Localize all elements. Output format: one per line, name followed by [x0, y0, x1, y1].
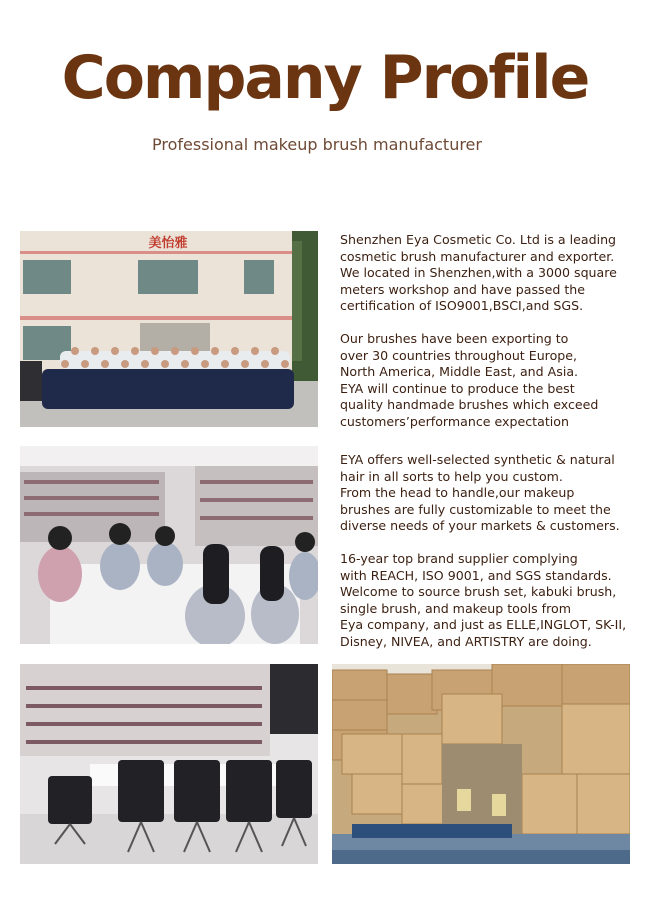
text-line: EYA will continue to produce the best	[340, 380, 575, 396]
showroom-photo	[20, 664, 318, 864]
text-line: Shenzhen Eya Cosmetic Co. Ltd is a leading	[340, 232, 617, 247]
text-line: customers’performance expectation	[340, 413, 569, 429]
factory-sign: 美怡雅	[148, 236, 188, 251]
text-line: diverse needs of your markets & customers.	[340, 518, 620, 534]
workshop-photo	[20, 446, 318, 644]
text-line: quality handmade brushes which exceed	[340, 397, 599, 413]
text-line: North America, Middle East, and Asia.	[340, 364, 579, 380]
text-line: Welcome to source brush set, kabuki brush,	[340, 584, 617, 600]
text-line: We located in Shenzhen,with a 3000 square	[340, 265, 617, 281]
factory-team-photo	[20, 231, 318, 427]
page-title: Company Profile	[61, 43, 589, 113]
text-line: over 30 countries throughout Europe,	[340, 347, 578, 363]
text-line: From the head to handle,our makeup	[340, 485, 575, 501]
text-line: Our brushes have been exporting to	[340, 331, 569, 346]
text-line: EYA offers well-selected synthetic & natural	[340, 452, 615, 467]
text-line: hair in all sorts to help you custom.	[340, 468, 563, 484]
intro-paragraph	[340, 232, 640, 315]
text-line: certification of ISO9001,BSCI,and SGS.	[340, 298, 584, 314]
export-paragraph	[340, 331, 640, 431]
text-line: 16-year top brand supplier complying	[340, 551, 578, 566]
text-line: Eya company, and just as ELLE,INGLOT, SK-II,	[340, 617, 627, 633]
customization-paragraph	[340, 452, 640, 535]
text-line: brushes are fully customizable to meet the	[340, 501, 611, 517]
page-subtitle: Professional makeup brush manufacturer	[152, 135, 482, 154]
text-line: cosmetic brush manufacturer and exporter.	[340, 248, 615, 264]
text-line: Disney, NIVEA, and ARTISTRY are doing.	[340, 633, 592, 649]
warehouse-photo	[332, 664, 630, 864]
text-line: single brush, and makeup tools from	[340, 600, 571, 616]
text-line: meters workshop and have passed the	[340, 281, 586, 297]
text-line: with REACH, ISO 9001, and SGS standards.	[340, 567, 612, 583]
supplier-paragraph	[340, 551, 640, 651]
